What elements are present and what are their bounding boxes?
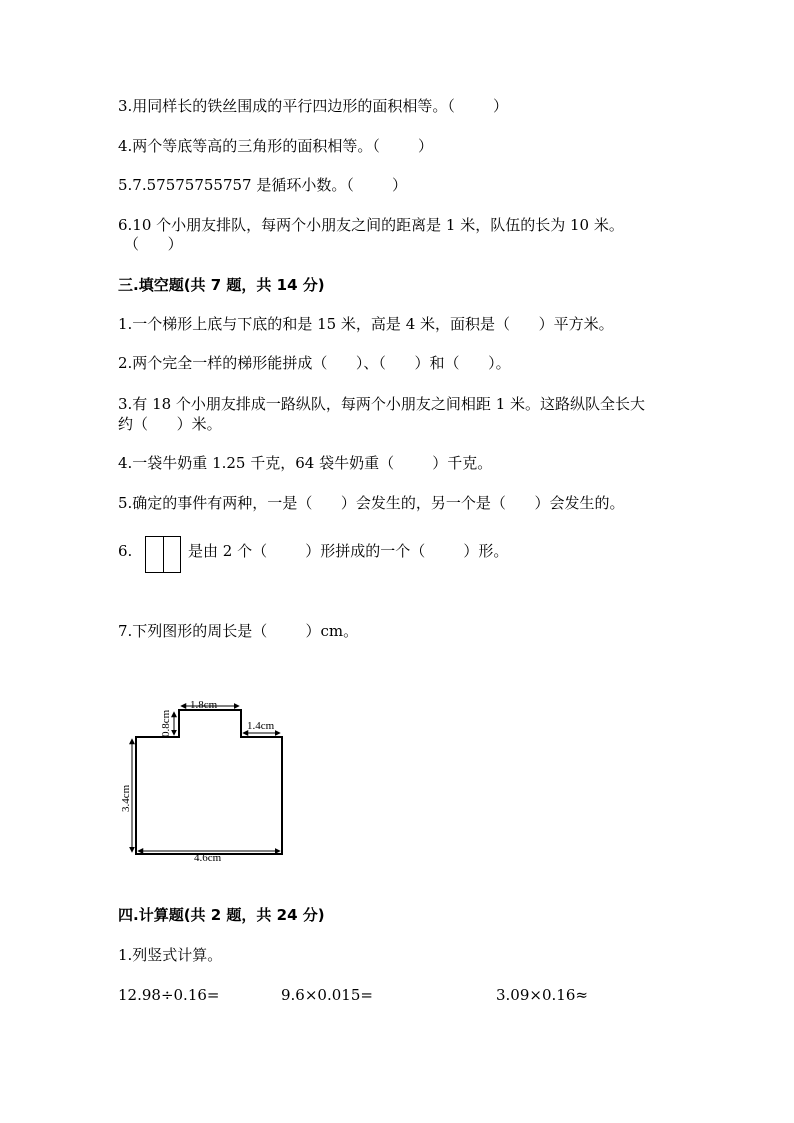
judgement-item-3: 3.用同样长的铁丝围成的平行四边形的面积相等。（ ） <box>118 97 508 115</box>
split-rectangle-icon <box>145 536 181 573</box>
label-left: 3.4cm <box>120 784 132 812</box>
rectangle-divider <box>163 537 164 572</box>
label-bottom: 4.6cm <box>194 852 222 864</box>
fill-question-5: 5.确定的事件有两种，一是（ ）会发生的，另一个是（ ）会发生的。 <box>118 494 625 512</box>
fill-question-2: 2.两个完全一样的梯形能拼成（ ）、（ ）和（ ）。 <box>118 354 511 372</box>
calc-expression-1: 12.98÷0.16= <box>118 986 220 1004</box>
fill-question-3-line-1: 3.有 18 个小朋友排成一路纵队，每两个小朋友之间相距 1 米。这路纵队全长大 <box>118 395 646 413</box>
fill-question-7: 7.下列图形的周长是（ ）cm。 <box>118 622 359 640</box>
label-right-step: 1.4cm <box>247 720 275 732</box>
judgement-item-4: 4.两个等底等高的三角形的面积相等。（ ） <box>118 137 433 155</box>
calc-question-1: 1.列竖式计算。 <box>118 946 223 964</box>
calc-expression-2: 9.6×0.015= <box>281 986 373 1004</box>
judgement-item-6: 6.10 个小朋友排队，每两个小朋友之间的距离是 1 米，队伍的长为 10 米。 <box>118 216 624 234</box>
judgement-item-6-answer: （ ） <box>124 235 183 253</box>
judgement-item-5: 5.7.57575755757 是循环小数。（ ） <box>118 176 408 194</box>
fill-question-4: 4.一袋牛奶重 1.25 千克，64 袋牛奶重（ ）千克。 <box>118 454 493 472</box>
fill-question-1: 1.一个梯形上底与下底的和是 15 米，高是 4 米，面积是（ ）平方米。 <box>118 315 614 333</box>
section-4-heading: 四.计算题(共 2 题，共 24 分) <box>118 906 325 924</box>
fill-question-6-number: 6. <box>118 542 133 560</box>
fill-question-3-line-2: 约（ ）米。 <box>118 415 222 433</box>
fill-question-6-text: 是由 2 个（ ）形拼成的一个（ ）形。 <box>188 542 509 560</box>
calc-expression-3: 3.09×0.16≈ <box>496 986 588 1004</box>
section-3-heading: 三.填空题(共 7 题，共 14 分) <box>118 276 325 294</box>
label-left-small: 0.8cm <box>160 709 172 737</box>
perimeter-figure <box>110 690 300 865</box>
label-top: 1.8cm <box>190 699 218 711</box>
